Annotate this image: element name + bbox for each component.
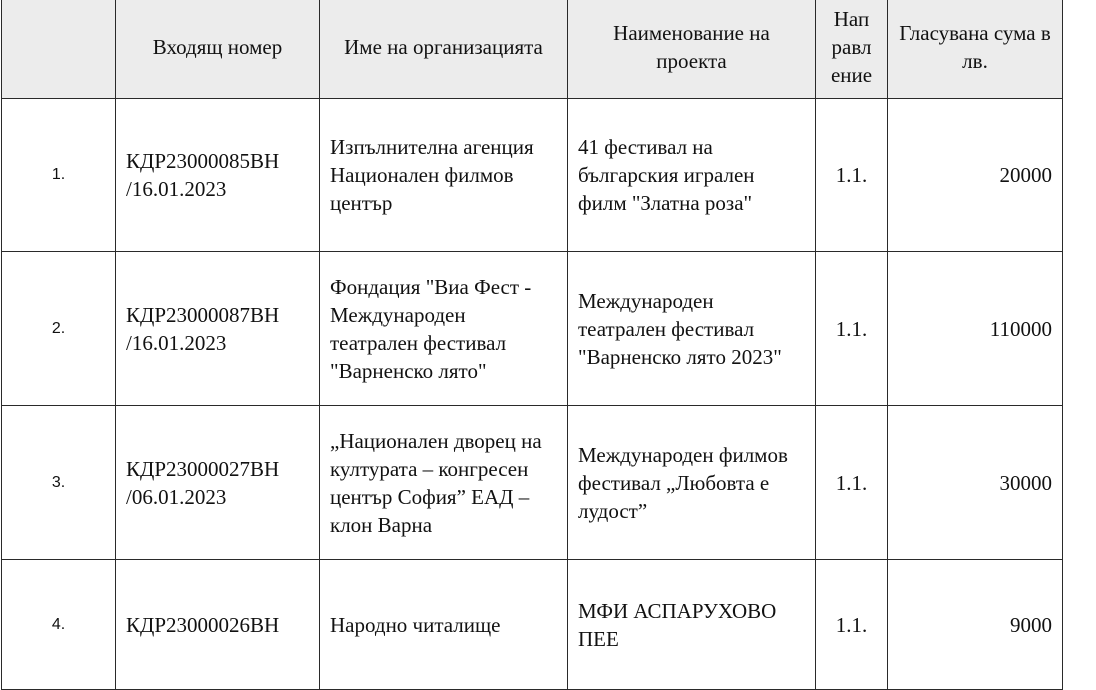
row-number: 2. xyxy=(2,252,116,406)
incoming-number-cell: КДР23000026ВН xyxy=(116,560,320,690)
amount-cell: 20000 xyxy=(888,99,1063,252)
header-project-name: Наименование на проекта xyxy=(568,0,816,99)
org-name-cell: „Национален дворец на културата – конгресен център София” ЕАД – клон Варна xyxy=(320,406,568,560)
row-number: 1. xyxy=(2,99,116,252)
direction-cell: 1.1. xyxy=(816,99,888,252)
table-row xyxy=(2,560,1063,690)
direction-cell: 1.1. xyxy=(816,560,888,690)
header-cell-number xyxy=(2,0,116,99)
project-name-cell: 41 фестивал на българския игрален филм "Златна роза" xyxy=(568,99,816,252)
amount-cell: 110000 xyxy=(888,252,1063,406)
header-voted-amount: Гласувана сума в лв. xyxy=(888,0,1063,99)
direction-cell: 1.1. xyxy=(816,252,888,406)
org-name-cell: Изпълнителна агенция Национален филмов център xyxy=(320,99,568,252)
table-row xyxy=(2,99,1063,252)
header-org-name: Име на организацията xyxy=(320,0,568,99)
project-name-cell: МФИ АСПАРУХОВО ПЕЕ xyxy=(568,560,816,690)
project-name-cell: Международен филмов фестивал „Любовта е лудост” xyxy=(568,406,816,560)
table-row xyxy=(2,406,1063,560)
row-number: 3. xyxy=(2,406,116,560)
incoming-number-cell: КДР23000085ВН /16.01.2023 xyxy=(116,99,320,252)
org-name-cell: Народно читалище xyxy=(320,560,568,690)
incoming-number-cell: КДР23000087ВН /16.01.2023 xyxy=(116,252,320,406)
direction-cell: 1.1. xyxy=(816,406,888,560)
project-name-cell: Международен театрален фестивал "Варненско лято 2023" xyxy=(568,252,816,406)
incoming-number-cell: КДР23000027ВН /06.01.2023 xyxy=(116,406,320,560)
header-incoming-number: Входящ номер xyxy=(116,0,320,99)
org-name-cell: Фондация "Виа Фест - Международен театрален фестивал "Варненско лято" xyxy=(320,252,568,406)
amount-cell: 9000 xyxy=(888,560,1063,690)
grants-table xyxy=(1,0,1063,690)
amount-cell: 30000 xyxy=(888,406,1063,560)
row-number: 4. xyxy=(2,560,116,690)
header-row xyxy=(2,0,1063,99)
table-row xyxy=(2,252,1063,406)
header-direction: Нап равл ение xyxy=(816,0,888,99)
